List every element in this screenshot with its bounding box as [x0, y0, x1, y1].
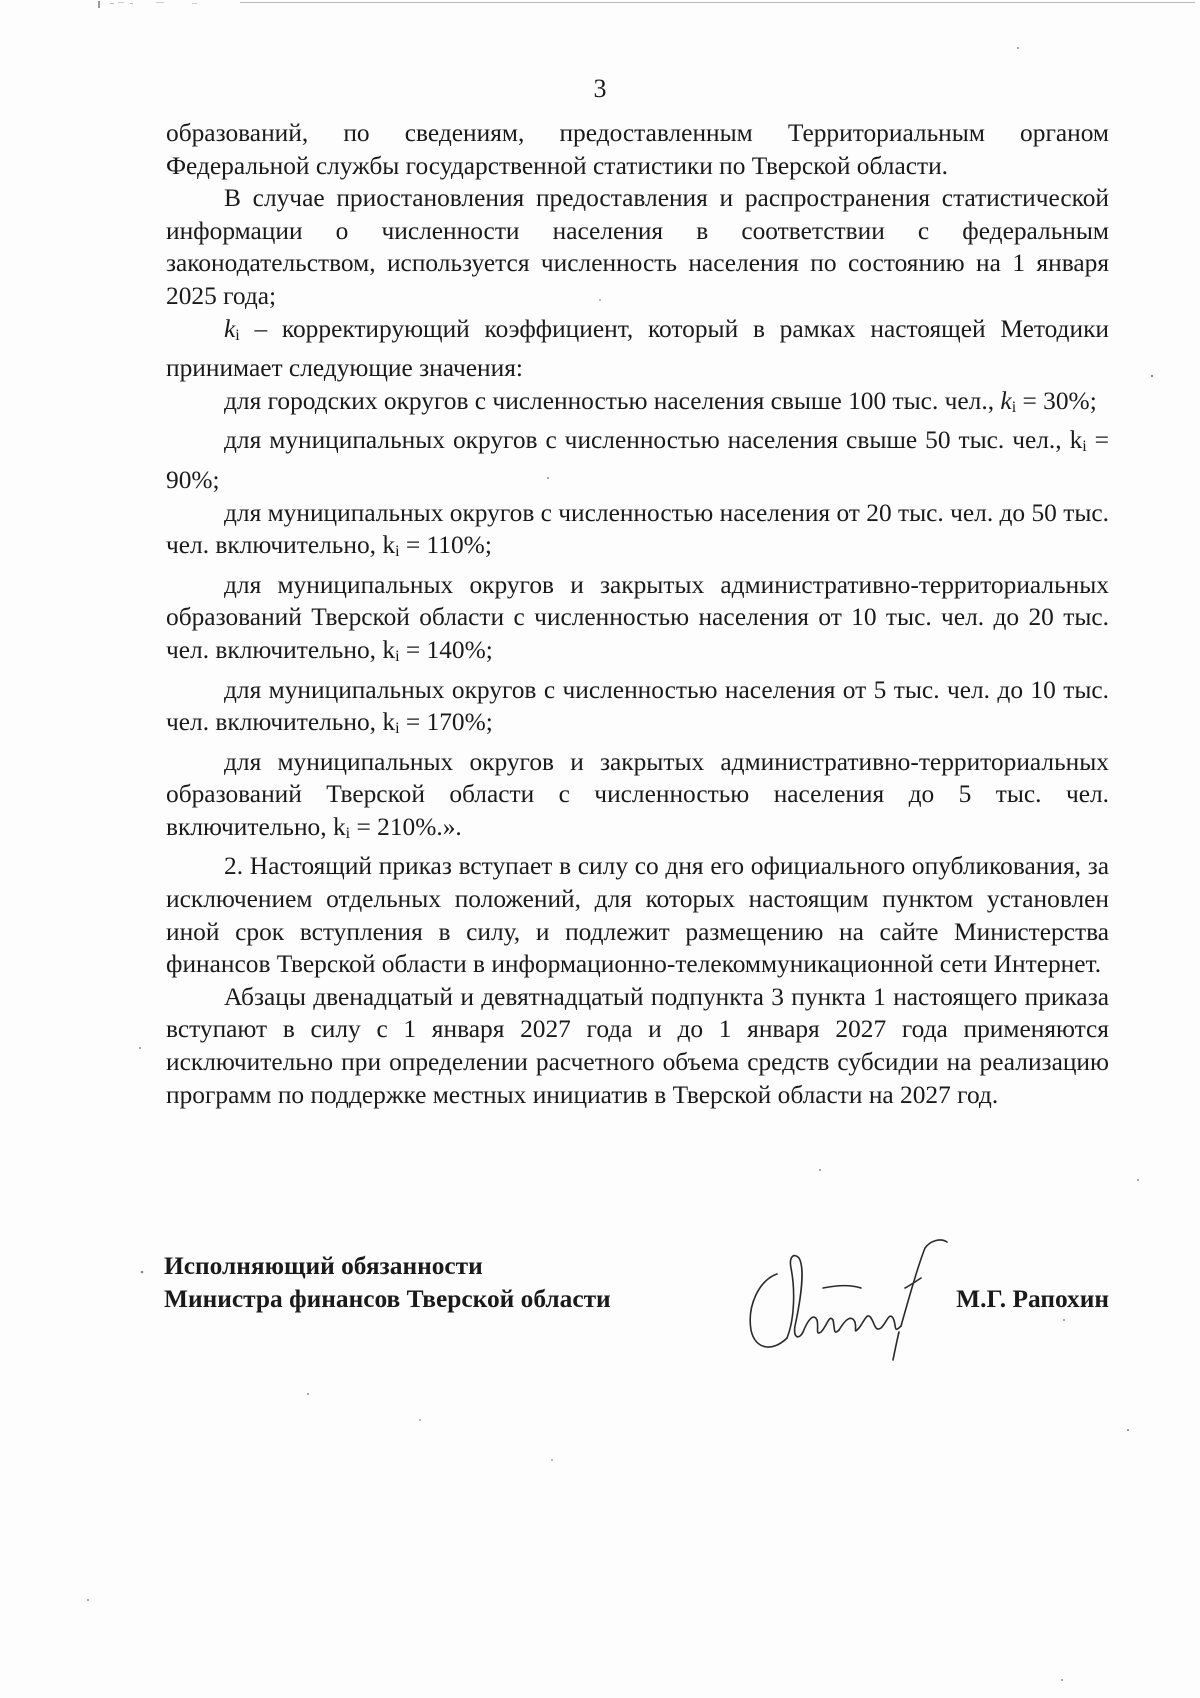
- paragraph-text: 2. Настоящий приказ вступает в силу со дня его официального опубликования, за исключением отдельных положений, для которых настоящим пунктом установлен иной срок вступления в силу, и подлежит размещению на сайте Министерства финансов Тверской области в информационно-телекоммуникационной сети Интернет.: [166, 852, 1109, 979]
- coefficient-item: [166, 424, 1109, 496]
- coefficient-subscript: i: [395, 647, 400, 665]
- coefficient-item-text: для городских округов с численностью населения свыше 100 тыс. чел.,: [224, 386, 1001, 415]
- coefficient-subscript: i: [395, 543, 400, 561]
- coefficient-symbol: k: [382, 531, 396, 560]
- coefficient-value: = 90%;: [166, 426, 1109, 494]
- coefficient-subscript: i: [395, 720, 400, 738]
- coefficient-symbol: k: [1000, 386, 1012, 415]
- paragraph-text: – корректирующий коэффициент, который в рамках настоящей Методики принимает следующие значения:: [166, 314, 1109, 383]
- coefficient-subscript: i: [1082, 438, 1087, 456]
- coefficient-symbol: k: [382, 635, 396, 664]
- signatory-title: [164, 1250, 611, 1316]
- paragraph-population-fallback: [166, 182, 1109, 312]
- coefficient-item-text: для муниципальных округов и закрытых административно-территориальных образований Тверской области с численностью населения до 5 тыс. чел. включительно,: [166, 747, 1109, 841]
- paragraph-coefficient-definition: [166, 313, 1109, 385]
- coefficient-subscript: i: [1011, 398, 1017, 416]
- coefficient-item-text: для муниципальных округов с численностью населения от 5 тыс. чел. до 10 тыс. чел. включительно,: [166, 675, 1109, 737]
- coefficient-subscript: i: [235, 326, 240, 344]
- paragraph-text: Абзацы двенадцатый и девятнадцатый подпункта 3 пункта 1 настоящего приказа вступают в силу с 1 января 2027 года и до 1 января 2027 года применяются исключительно при определении расчетного объема средств субсидии на реализацию программ по поддержке местных инициатив в Тверской области на 2027 год.: [166, 982, 1109, 1109]
- scan-edge-line: [240, 2, 1195, 3]
- coefficient-symbol: k: [1069, 426, 1083, 455]
- handwritten-signature: [729, 1228, 949, 1368]
- coefficient-item-text: для муниципальных округов и закрытых административно-территориальных образований Тверской области с численностью населения от 10 тыс. чел. до 20 тыс. чел. включительно,: [166, 570, 1109, 664]
- scan-noise-marks: [96, 0, 216, 10]
- paragraph-text: В случае приостановления предоставления и распространения статистической информации о численности населения в соответствии с федеральным законодательством, используется численность населения по состоянию на 1 января 2025 года;: [166, 184, 1109, 310]
- coefficient-value: = 140%;: [399, 635, 493, 664]
- signatory-name: М.Г. Рапохин: [956, 1285, 1109, 1313]
- coefficient-value: = 210%.».: [350, 812, 462, 841]
- coefficient-item: [166, 497, 1109, 569]
- page-number: 3: [593, 74, 607, 103]
- paragraph-entry-into-force: [166, 850, 1109, 980]
- coefficient-item: [166, 674, 1109, 746]
- coefficient-symbol: k: [332, 812, 346, 841]
- paragraph-special-provisions: [166, 981, 1109, 1111]
- signatory-title-line: Министра финансов Тверской области: [164, 1285, 611, 1313]
- coefficient-item: [166, 746, 1109, 851]
- coefficient-item: [166, 569, 1109, 674]
- document-body: [166, 117, 1109, 1111]
- coefficient-item: [166, 385, 1109, 425]
- paragraph-text: образований, по сведениям, предоставленным Территориальным органом Федеральной службы государственной статистики по Тверской области.: [166, 119, 1109, 180]
- coefficient-symbol: k: [382, 708, 396, 737]
- signatory-title-line: Исполняющий обязанности: [164, 1252, 483, 1280]
- coefficient-item-text: для муниципальных округов с численностью населения свыше 50 тыс. чел.,: [224, 426, 1070, 455]
- coefficient-item-text: для муниципальных округов с численностью населения от 20 тыс. чел. до 50 тыс. чел. включительно,: [166, 498, 1109, 560]
- coefficient-symbol: k: [224, 314, 236, 343]
- coefficient-value: = 110%;: [399, 531, 492, 560]
- coefficient-value: = 30%;: [1016, 386, 1097, 415]
- signature-block: [164, 1250, 1109, 1350]
- paragraph-continuation: [166, 117, 1109, 182]
- coefficient-subscript: i: [345, 824, 351, 842]
- coefficient-value: = 170%;: [399, 708, 493, 737]
